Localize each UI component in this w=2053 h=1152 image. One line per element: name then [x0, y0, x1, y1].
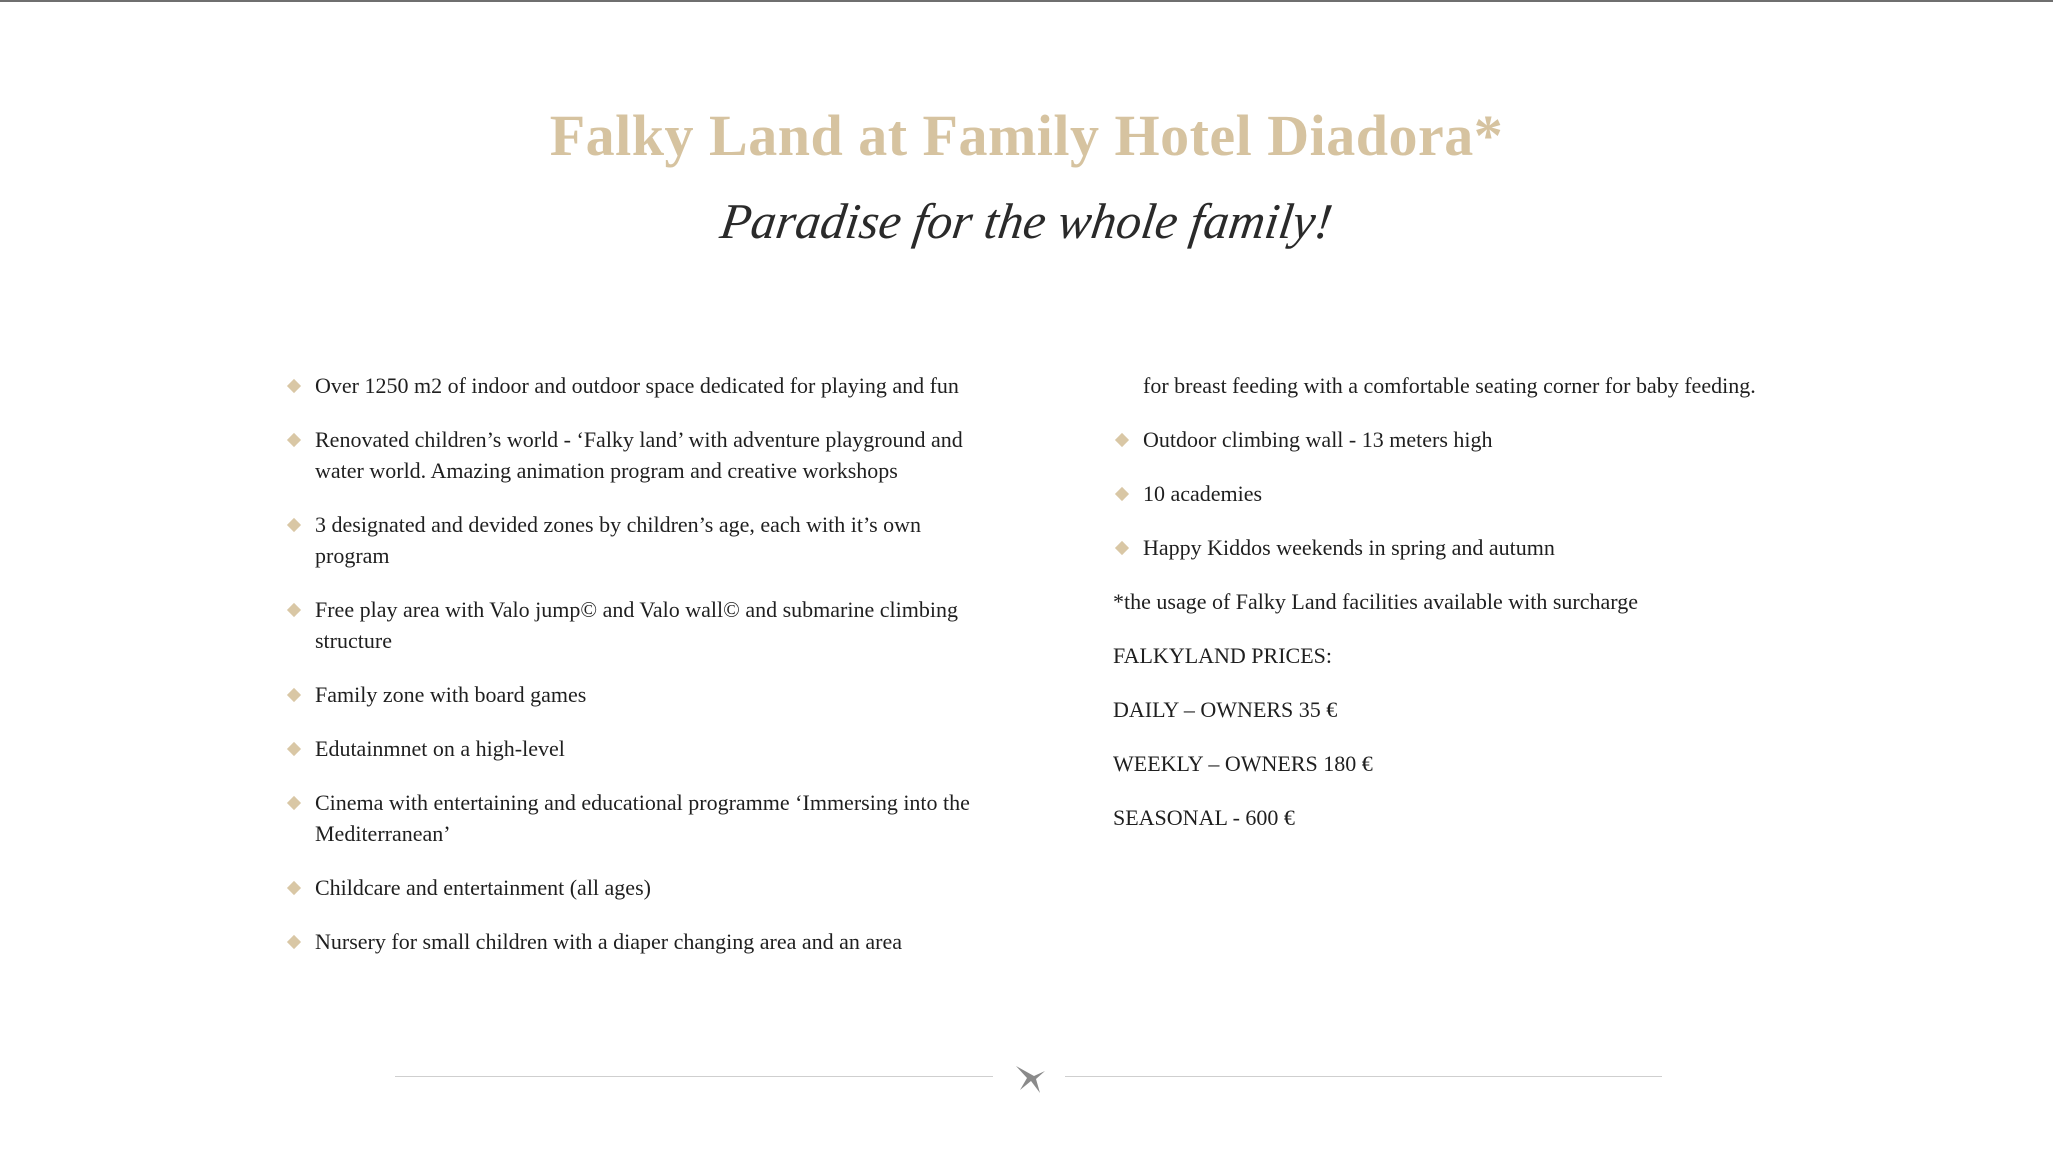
- list-item-text: Family zone with board games: [315, 682, 587, 707]
- list-item: [285, 787, 1000, 849]
- diamond-bullet-icon: [287, 688, 301, 702]
- diamond-bullet-icon: [287, 433, 301, 447]
- list-item-text: Happy Kiddos weekends in spring and autumn: [1143, 535, 1555, 560]
- diamond-bullet-icon: [287, 518, 301, 532]
- surcharge-note: *the usage of Falky Land facilities available with surcharge: [1113, 589, 1638, 614]
- list-item-text: 10 academies: [1143, 481, 1263, 506]
- list-item-text: for breast feeding with a comfortable seating corner for baby feeding.: [1143, 373, 1756, 398]
- diamond-bullet-icon: [287, 742, 301, 756]
- list-item: [285, 370, 1000, 401]
- list-item: [1113, 478, 1793, 509]
- top-border-line: [0, 0, 2053, 2]
- footer-divider-right: [1065, 1076, 1662, 1077]
- list-item: [285, 424, 1000, 486]
- diamond-bullet-icon: [287, 603, 301, 617]
- diamond-bullet-icon: [287, 935, 301, 949]
- list-item-text: Over 1250 m2 of indoor and outdoor space dedicated for playing and fun: [315, 373, 959, 398]
- list-item-text: Cinema with entertaining and educational programme ‘Immersing into the Mediterranean’: [315, 790, 970, 846]
- list-item-text: Edutainmnet on a high-level: [315, 736, 565, 761]
- list-item-text: Outdoor climbing wall - 13 meters high: [1143, 427, 1493, 452]
- price-weekly: WEEKLY – OWNERS 180 €: [1113, 751, 1373, 776]
- list-item-text: Free play area with Valo jump© and Valo wall© and submarine climbing structure: [315, 597, 958, 653]
- page-subtitle: Paradise for the whole family!: [717, 193, 1336, 249]
- price-daily: DAILY – OWNERS 35 €: [1113, 697, 1338, 722]
- bird-logo-icon: [1012, 1060, 1048, 1096]
- list-item: [285, 509, 1000, 571]
- footer-divider-left: [395, 1076, 993, 1077]
- list-item: [1113, 424, 1793, 455]
- list-item-text: Childcare and entertainment (all ages): [315, 875, 651, 900]
- left-column: [285, 370, 1000, 980]
- diamond-bullet-icon: [1115, 433, 1129, 447]
- page-title: Falky Land at Family Hotel Diadora*: [549, 103, 1504, 168]
- list-item-text: 3 designated and devided zones by children’s age, each with it’s own program: [315, 512, 922, 568]
- diamond-bullet-icon: [287, 796, 301, 810]
- list-item: [1113, 532, 1793, 563]
- diamond-bullet-icon: [1115, 487, 1129, 501]
- diamond-bullet-icon: [287, 379, 301, 393]
- price-seasonal: SEASONAL - 600 €: [1113, 805, 1295, 830]
- diamond-bullet-icon: [287, 881, 301, 895]
- list-item-text: Renovated children’s world - ‘Falky land’ with adventure playground and water world. Amazing animation program and creative workshops: [315, 427, 963, 483]
- list-item: [285, 733, 1000, 764]
- list-item: [285, 872, 1000, 903]
- right-column: [1113, 370, 1793, 856]
- list-item-continuation: [1113, 370, 1793, 401]
- list-item: [285, 679, 1000, 710]
- diamond-bullet-icon: [1115, 541, 1129, 555]
- list-item: [285, 926, 1000, 957]
- prices-heading: FALKYLAND PRICES:: [1113, 643, 1333, 668]
- list-item: [285, 594, 1000, 656]
- list-item-text: Nursery for small children with a diaper changing area and an area: [315, 929, 903, 954]
